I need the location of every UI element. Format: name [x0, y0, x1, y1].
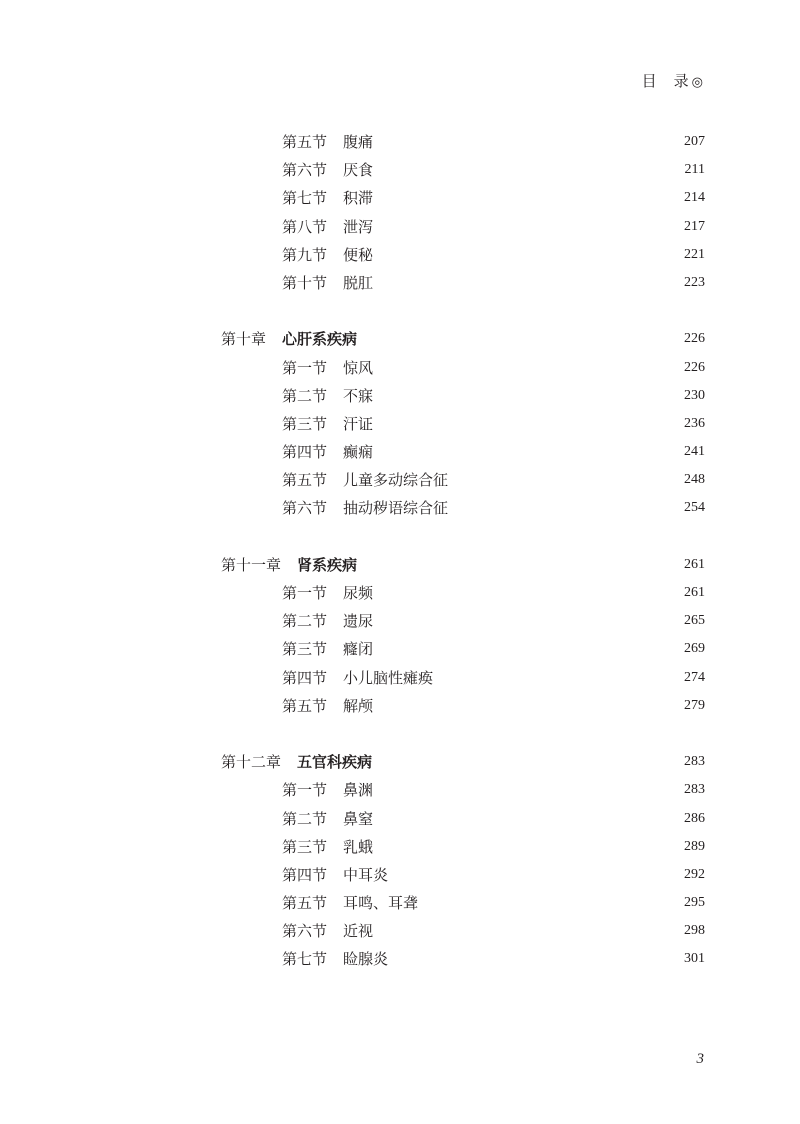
section-entry[interactable] [0, 945, 800, 973]
section-entry[interactable] [0, 889, 800, 917]
section-title: 积滞 [343, 189, 374, 208]
page-number: 3 [696, 1051, 704, 1067]
section-number: 第六节 [282, 499, 328, 518]
entry-heading [282, 635, 373, 663]
section-entry[interactable] [0, 128, 800, 156]
section-entry[interactable] [0, 861, 800, 889]
section-number: 第七节 [282, 189, 328, 208]
section-number: 第九节 [282, 245, 328, 264]
entry-heading [282, 889, 418, 917]
section-entry[interactable] [0, 382, 800, 410]
entry-heading [282, 269, 373, 297]
running-header [642, 70, 704, 91]
section-number: 第四节 [282, 443, 328, 462]
chapter-page: 226 [684, 331, 705, 347]
section-title: 抽动秽语综合征 [343, 499, 449, 518]
section-page: 241 [684, 444, 705, 460]
section-number: 第五节 [282, 471, 328, 490]
entry-heading [282, 579, 373, 607]
entry-heading [221, 325, 357, 353]
section-title: 腹痛 [343, 133, 374, 151]
section-number: 第十节 [282, 273, 328, 292]
entry-heading [282, 494, 448, 522]
group-spacer [0, 523, 800, 551]
section-title: 不寐 [343, 386, 374, 405]
entry-heading [282, 664, 433, 692]
section-page: 261 [684, 585, 705, 600]
chapter-entry[interactable] [0, 748, 800, 776]
section-page: 283 [684, 782, 705, 798]
entry-heading [282, 354, 373, 382]
section-page: 230 [684, 387, 705, 403]
section-title: 小儿脑性瘫痪 [343, 668, 434, 687]
section-number: 第四节 [282, 865, 328, 884]
section-number: 第二节 [282, 386, 328, 405]
section-entry[interactable] [0, 241, 800, 269]
section-page: 236 [684, 415, 705, 431]
section-number: 第四节 [282, 668, 328, 687]
section-entry[interactable] [0, 692, 800, 720]
section-title: 癃闭 [343, 640, 374, 659]
section-number: 第三节 [282, 837, 328, 856]
entry-heading [282, 184, 373, 212]
section-entry[interactable] [0, 156, 800, 184]
chapter-title: 五官科疾病 [297, 753, 373, 772]
section-page: 289 [684, 838, 705, 854]
chapter-entry[interactable] [0, 325, 800, 353]
section-number: 第五节 [282, 894, 328, 913]
section-title: 中耳炎 [343, 865, 389, 884]
chapter-title: 心肝系疾病 [282, 330, 358, 349]
section-page: 211 [684, 162, 705, 178]
section-entry[interactable] [0, 354, 800, 382]
entry-heading [282, 805, 373, 833]
section-number: 第六节 [282, 161, 328, 180]
section-entry[interactable] [0, 579, 800, 607]
section-entry[interactable] [0, 635, 800, 663]
section-page: 298 [684, 923, 705, 939]
section-page: 254 [684, 500, 705, 516]
entry-heading [282, 861, 388, 889]
section-entry[interactable] [0, 466, 800, 494]
section-page: 292 [684, 866, 705, 882]
section-title: 泄泻 [343, 217, 374, 236]
section-title: 鼻窒 [343, 809, 374, 828]
section-title: 惊风 [343, 358, 374, 377]
section-entry[interactable] [0, 184, 800, 212]
section-number: 第七节 [282, 950, 328, 969]
entry-heading [282, 410, 373, 438]
entry-heading [221, 551, 357, 579]
group-spacer [0, 297, 800, 325]
section-title: 乳蛾 [343, 837, 374, 856]
section-number: 第五节 [282, 133, 328, 151]
section-title: 汗证 [343, 414, 374, 433]
section-entry[interactable] [0, 917, 800, 945]
section-page: 214 [684, 190, 705, 206]
section-title: 解颅 [343, 696, 374, 715]
entry-heading [282, 945, 388, 973]
section-page: 217 [684, 218, 705, 234]
chapter-page: 283 [684, 754, 705, 770]
section-title: 遗尿 [343, 612, 374, 631]
section-entry[interactable] [0, 269, 800, 297]
entry-heading [282, 128, 373, 156]
section-page: 221 [684, 246, 705, 262]
entry-heading [282, 156, 373, 184]
section-title: 近视 [343, 922, 374, 941]
section-number: 第六节 [282, 922, 328, 941]
section-title: 厌食 [343, 161, 374, 180]
section-page: 295 [684, 895, 705, 911]
section-title: 脱肛 [343, 273, 374, 292]
entry-heading [282, 917, 373, 945]
entry-heading [282, 692, 373, 720]
section-number: 第一节 [282, 358, 328, 377]
section-page: 286 [684, 810, 705, 826]
chapter-number: 第十章 [221, 330, 267, 349]
section-title: 睑腺炎 [343, 950, 389, 969]
section-page: 301 [684, 951, 705, 967]
entry-heading [282, 382, 373, 410]
header-title: 目 录 [641, 72, 690, 90]
section-entry[interactable] [0, 833, 800, 861]
entry-heading [221, 748, 372, 776]
section-page: 274 [684, 669, 705, 685]
section-number: 第二节 [282, 612, 328, 631]
section-entry[interactable] [0, 776, 800, 804]
entry-heading [282, 607, 373, 635]
section-page: 207 [684, 134, 705, 149]
section-page: 223 [684, 274, 705, 290]
section-page: 269 [684, 641, 705, 657]
section-number: 第五节 [282, 696, 328, 715]
section-entry[interactable] [0, 410, 800, 438]
section-title: 鼻渊 [343, 781, 374, 800]
entry-heading [282, 438, 373, 466]
chapter-entry[interactable] [0, 551, 800, 579]
section-entry[interactable] [0, 664, 800, 692]
entry-heading [282, 776, 373, 804]
section-entry[interactable] [0, 213, 800, 241]
chapter-title: 肾系疾病 [297, 555, 358, 574]
section-number: 第一节 [282, 781, 328, 800]
section-number: 第八节 [282, 217, 328, 236]
section-page: 279 [684, 697, 705, 713]
entry-heading [282, 241, 373, 269]
entry-heading [282, 213, 373, 241]
section-entry[interactable] [0, 607, 800, 635]
header-mark: ◎ [691, 75, 704, 90]
section-number: 第三节 [282, 640, 328, 659]
section-number: 第二节 [282, 809, 328, 828]
chapter-number: 第十二章 [221, 753, 282, 772]
section-title: 耳鸣、耳聋 [343, 894, 419, 913]
section-page: 248 [684, 472, 705, 488]
section-entry[interactable] [0, 494, 800, 522]
entry-heading [282, 833, 373, 861]
section-number: 第三节 [282, 414, 328, 433]
section-title: 尿频 [343, 584, 374, 602]
chapter-page: 261 [684, 556, 705, 572]
section-title: 癫痫 [343, 443, 374, 462]
entry-heading [282, 466, 448, 494]
chapter-number: 第十一章 [221, 555, 282, 574]
section-entry[interactable] [0, 805, 800, 833]
section-page: 265 [684, 613, 705, 629]
group-spacer [0, 720, 800, 748]
table-of-contents [0, 128, 800, 974]
section-page: 226 [684, 359, 705, 375]
section-entry[interactable] [0, 438, 800, 466]
section-title: 便秘 [343, 245, 374, 264]
section-title: 儿童多动综合征 [343, 471, 449, 490]
section-number: 第一节 [282, 584, 328, 602]
